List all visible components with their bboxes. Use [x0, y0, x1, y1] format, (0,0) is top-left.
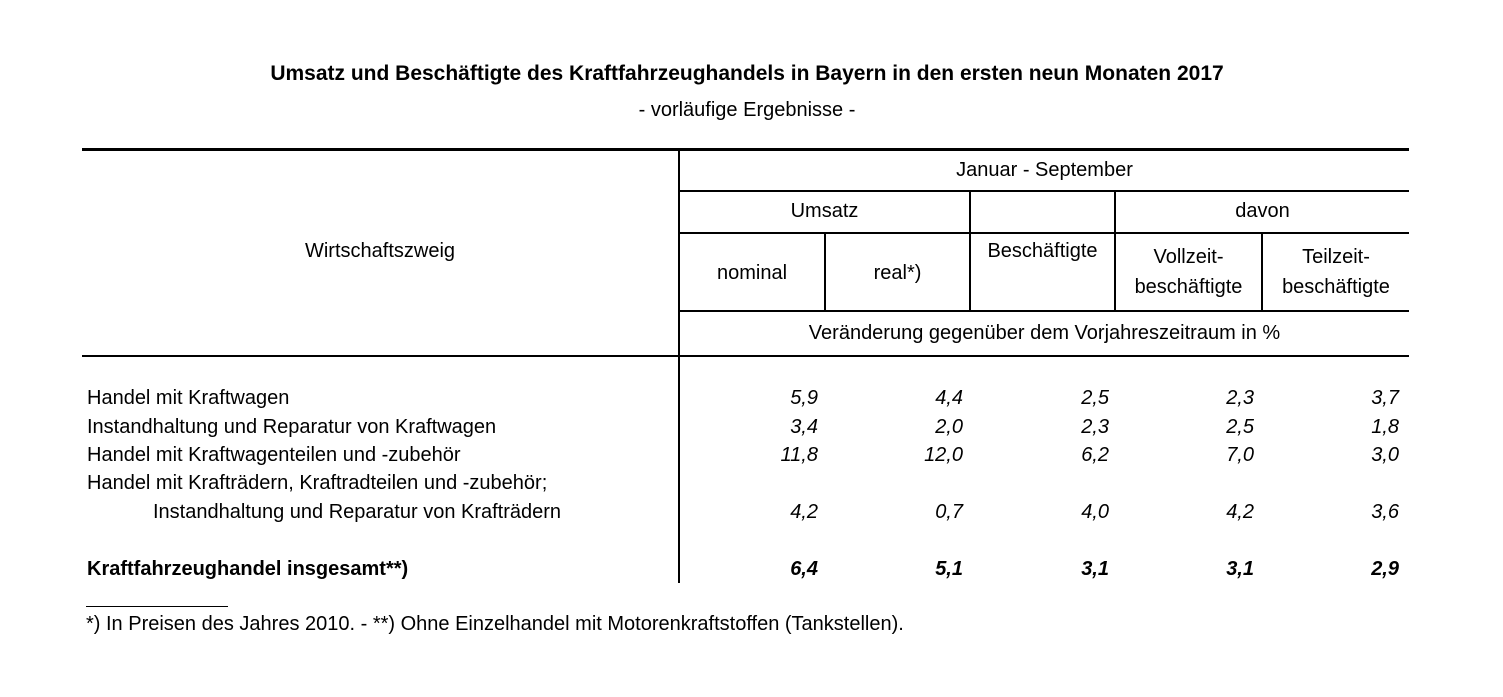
header-real: real*) [873, 262, 922, 284]
cell-value: 3,4 [790, 416, 818, 438]
total-value: 5,1 [935, 558, 963, 580]
cell-value: 4,2 [1226, 501, 1254, 523]
total-value: 3,1 [1226, 558, 1254, 580]
header-umsatz: Umsatz [790, 200, 859, 222]
row-label-kraftwagen: Handel mit Kraftwagen [87, 387, 290, 409]
cell-value: 4,0 [1081, 501, 1109, 523]
total-value: 6,4 [790, 558, 818, 580]
row-label-instandhaltung-kraftwagen: Instandhaltung und Reparatur von Kraftwagen [87, 416, 497, 438]
cell-value: 2,3 [1081, 416, 1109, 438]
row-label-kraftwagenteile: Handel mit Kraftwagenteilen und -zubehör [87, 444, 461, 466]
header-nominal: nominal [716, 262, 788, 284]
total-value: 3,1 [1081, 558, 1109, 580]
row-label-total: Kraftfahrzeughandel insgesamt**) [87, 558, 409, 580]
header-bottom-rule [82, 355, 1409, 357]
page-title: Umsatz und Beschäftigte des Kraftfahrzeughandels in Bayern in den ersten neun Monaten 2017 [270, 62, 1224, 85]
footnote: *) In Preisen des Jahres 2010. - **) Ohne Einzelhandel mit Motorenkraftstoffen (Tankstellen). [86, 613, 904, 635]
row-label-kraftraeder-cont: Instandhaltung und Reparatur von Krafträdern [153, 501, 562, 523]
header-period: Januar - September [956, 159, 1133, 181]
header-unit: Veränderung gegenüber dem Vorjahreszeitraum in % [808, 322, 1281, 344]
cell-value: 3,7 [1371, 387, 1399, 409]
cell-value: 11,8 [780, 444, 818, 466]
cell-value: 2,5 [1081, 387, 1109, 409]
cell-value: 4,4 [935, 387, 963, 409]
header-wirtschaftszweig: Wirtschaftszweig [304, 240, 456, 262]
row-label-kraftraeder: Handel mit Krafträdern, Kraftradteilen und -zubehör; [87, 472, 548, 494]
cell-value: 4,2 [790, 501, 818, 523]
header-teilzeit-line2: beschäftigte [1282, 276, 1390, 298]
header-teilzeit-line1: Teilzeit- [1302, 246, 1370, 268]
period-underline [679, 190, 1409, 192]
footnote-separator [86, 606, 228, 607]
page-subtitle: - vorläufige Ergebnisse - [638, 99, 856, 121]
header-davon: davon [1235, 200, 1290, 222]
cell-value: 7,0 [1226, 444, 1254, 466]
umsatz-davon-underline [679, 232, 1409, 234]
cell-value: 3,0 [1371, 444, 1399, 466]
cell-value: 3,6 [1371, 501, 1399, 523]
total-value: 2,9 [1371, 558, 1399, 580]
cell-value: 0,7 [935, 501, 963, 523]
header-beschaeftigte: Beschäftigte [987, 240, 1098, 262]
cell-value: 6,2 [1081, 444, 1109, 466]
cell-value: 1,8 [1371, 416, 1399, 438]
cell-value: 2,0 [935, 416, 963, 438]
header-vollzeit-line1: Vollzeit- [1153, 246, 1224, 268]
cell-value: 12,0 [924, 444, 963, 466]
cell-value: 2,3 [1226, 387, 1254, 409]
header-vollzeit-line2: beschäftigte [1134, 276, 1243, 298]
table-top-rule [82, 148, 1409, 151]
cell-value: 5,9 [790, 387, 818, 409]
columns-underline [679, 310, 1409, 312]
cell-value: 2,5 [1226, 416, 1254, 438]
